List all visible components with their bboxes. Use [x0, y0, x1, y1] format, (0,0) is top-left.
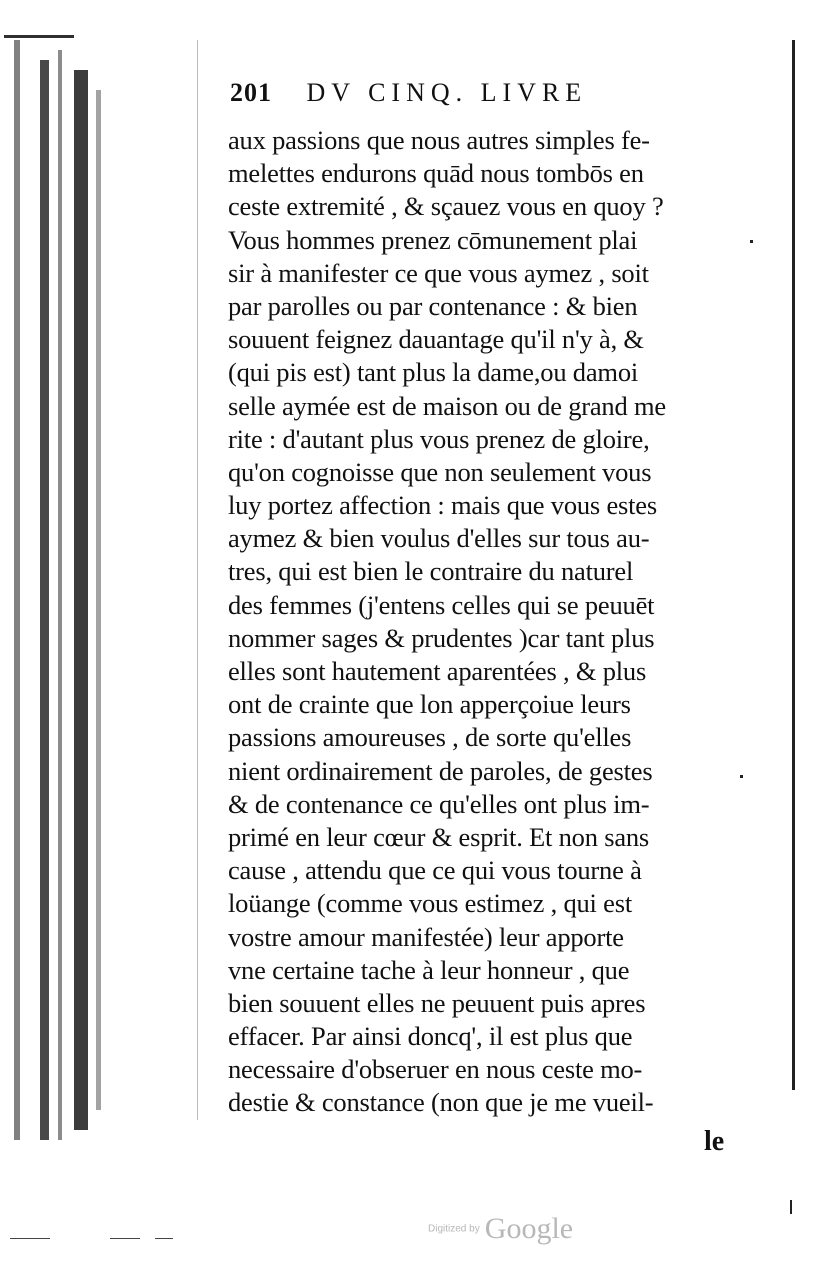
text-line: bien souuent elles ne peuuent puis apres [228, 987, 646, 1018]
binding-gutter [0, 30, 120, 1160]
scan-mark [155, 1238, 173, 1239]
text-line: aux passions que nous autres simples fe- [228, 125, 650, 155]
watermark-brand: Google [484, 1212, 574, 1245]
text-line: primé en leur cœur & esprit. Et non sans [228, 821, 650, 852]
body-text [228, 124, 748, 1120]
text-line: souuent feignez dauantage qu'il n'y à, & [228, 324, 644, 355]
text-line: Vous hommes prenez cōmunement plai [228, 224, 638, 255]
text-line: qu'on cognoisse que non seulement vous [228, 456, 652, 487]
page-edge-line [792, 40, 795, 1090]
text-line: cause , attendu que ce qui vous tourne à [228, 855, 642, 886]
watermark-prefix: Digitized by [428, 1223, 480, 1235]
text-line: nommer sages & prudentes )car tant plus [228, 622, 655, 653]
scan-mark [10, 1238, 50, 1239]
text-line: destie & constance (non que je me vueil- [228, 1087, 654, 1118]
text-line: des femmes (j'entens celles qui se peuuēt [228, 589, 655, 620]
text-line: (qui pis est) tant plus la dame,ou damoi [228, 357, 639, 388]
text-line: passions amoureuses , de sorte qu'elles [228, 722, 632, 753]
text-line: tres, qui est bien le contraire du naturel [228, 556, 634, 587]
ink-speck [790, 1200, 792, 1214]
text-line: aymez & bien voulus d'elles sur tous au- [228, 523, 650, 554]
text-line: vostre amour manifestée) leur apporte [228, 921, 624, 952]
text-line: nient ordinairement de paroles, de gestes [228, 755, 653, 786]
text-line: rite : d'autant plus vous prenez de gloire, [228, 423, 650, 454]
ink-speck [740, 775, 743, 778]
text-line: par parolles ou par contenance : & bien [228, 290, 638, 321]
catchword: le [704, 1126, 725, 1157]
text-line: & de contenance ce qu'elles ont plus im- [228, 788, 650, 819]
text-line: ont de crainte que lon apperçoiue leurs [228, 689, 631, 720]
running-header [230, 78, 650, 118]
text-line: selle aymée est de maison ou de grand me [228, 390, 666, 421]
gutter-edge-line [197, 40, 198, 1120]
ink-speck [750, 240, 753, 243]
text-line: elles sont hautement aparentées , & plus [228, 656, 647, 686]
text-line: loüange (comme vous estimez , qui est [228, 888, 632, 919]
text-line: necessaire d'obseruer en nous ceste mo- [228, 1054, 643, 1085]
text-line: ceste extremité , & sçauez vous en quoy ? [228, 191, 664, 222]
running-title: DV CINQ. LIVRE [306, 78, 588, 107]
page-number: 201 [230, 78, 272, 107]
text-line: effacer. Par ainsi doncq', il est plus que [228, 1021, 633, 1052]
text-line: melettes endurons quād nous tombōs en [228, 158, 644, 189]
text-line: vne certaine tache à leur honneur , que [228, 954, 630, 985]
text-line: sir à manifester ce que vous aymez , soit [228, 257, 649, 288]
text-line: luy portez affection : mais que vous estes [228, 490, 657, 521]
digitization-watermark [428, 1212, 573, 1252]
scan-mark [110, 1238, 140, 1239]
